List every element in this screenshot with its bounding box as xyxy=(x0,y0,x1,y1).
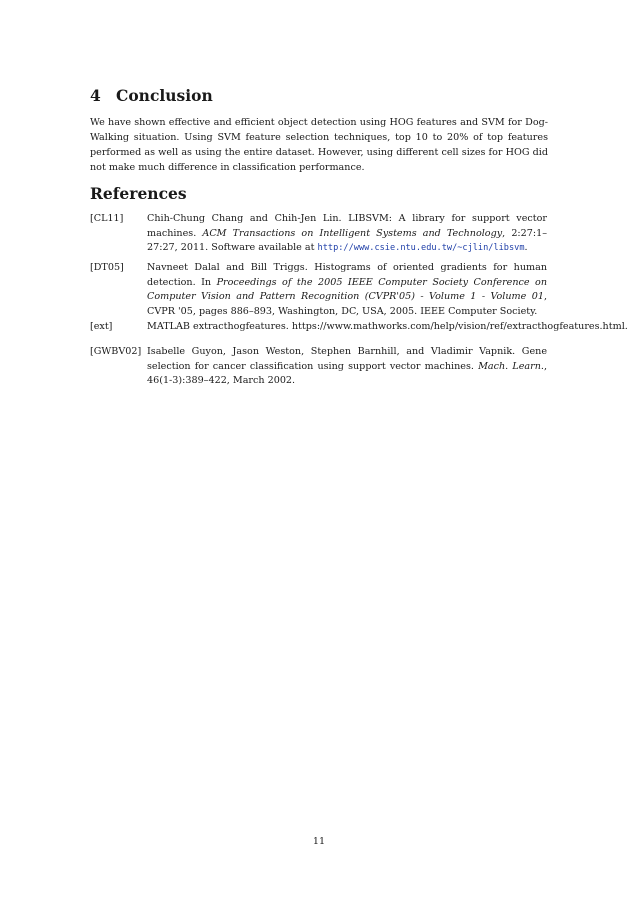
reference-tail: . xyxy=(524,242,528,254)
reference-item xyxy=(90,320,630,335)
reference-venue: Proceedings of the 2005 IEEE Computer Society Conference on Computer Vision and Pattern Recognition (CVPR'05) - Volume 1 - Volume 01 xyxy=(147,276,547,303)
reference-text xyxy=(147,212,547,256)
reference-details: , 46(1-3):389–422, March 2002. xyxy=(147,360,547,387)
reference-authors-title: Navneet Dalal and Bill Triggs. Histograms of oriented gradients for human detection. In xyxy=(147,262,547,288)
reference-venue: ACM Transactions on Intelligent Systems and Technology xyxy=(202,227,503,239)
reference-url-link[interactable]: http://www.csie.ntu.edu.tw/~cjlin/libsvm xyxy=(317,243,525,254)
reference-key: [DT05] xyxy=(90,262,124,273)
reference-details: , CVPR '05, pages 886–893, Washington, DC, USA, 2005. IEEE Computer Society. xyxy=(147,291,547,317)
reference-authors-title: Chih-Chung Chang and Chih-Jen Lin. LIBSVM: A library for support vector machines. xyxy=(147,213,547,239)
reference-authors-title: Isabelle Guyon, Jason Weston, Stephen Barnhill, and Vladimir Vapnik. Gene selection for cancer classification using support vector machines. xyxy=(147,346,547,372)
reference-text xyxy=(147,261,547,319)
reference-key: [CL11] xyxy=(90,213,124,224)
section-heading xyxy=(90,86,213,105)
section-title: Conclusion xyxy=(116,86,213,105)
reference-item xyxy=(90,345,630,389)
reference-text xyxy=(147,345,547,389)
section-number: 4 xyxy=(90,86,101,105)
reference-text: MATLAB extracthogfeatures. https://www.mathworks.com/help/vision/ref/extracthogfeatures.html. xyxy=(147,321,628,332)
reference-venue: Mach. Learn. xyxy=(478,360,544,372)
reference-item xyxy=(90,261,630,319)
page-number: 11 xyxy=(312,836,326,847)
conclusion-paragraph: We have shown effective and efficient object detection using HOG features and SVM for Dog-Walking situation. Using SVM feature selection techniques, top 10 to 20% of top features performed as well as using the entire dataset. However, using different cell sizes for HOG did not make much difference in classification performance. xyxy=(90,117,548,173)
reference-item xyxy=(90,212,630,256)
reference-key: [GWBV02] xyxy=(90,346,142,357)
reference-key: [ext] xyxy=(90,321,113,332)
references-heading: References xyxy=(90,184,187,203)
reference-details: , 2:27:1–27:27, 2011. Software available at xyxy=(147,227,547,254)
